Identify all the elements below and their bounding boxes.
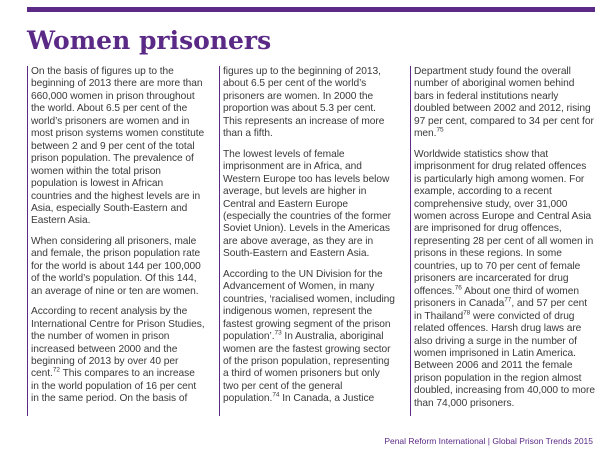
footnote-ref[interactable]: 73 — [274, 329, 282, 337]
header-rule — [27, 7, 595, 12]
footnote-ref[interactable]: 76 — [454, 284, 462, 292]
text-column-1 — [27, 66, 205, 416]
text-column-2 — [219, 66, 397, 416]
paragraph: The lowest levels of female imprisonment are in Africa, and Western Europe too has levels below average, but levels are higher in Central and Eastern Europe (especially the countries of the former Soviet Union). Levels in the Americas are above average, as they are in South-Eastern and Eastern Asia. — [223, 148, 391, 260]
paragraph: figures up to the beginning of 2013, about 6.5 per cent of the world’s prisoners are women. In 2000 the proportion was about 5.3 per cent. This represents an increase of more than a fifth. — [223, 66, 385, 140]
footnote-ref[interactable]: 78 — [463, 309, 471, 317]
paragraph: Department study found the overall number of aboriginal women behind bars in federal institutions nearly doubled between 2002 and 2012, rising 97 per cent, compared to 34 per cent for men.$^{75}$ — [414, 66, 594, 140]
footnote-ref[interactable]: 74 — [272, 391, 280, 399]
text-column-3 — [410, 66, 595, 416]
footnote-ref[interactable]: 75 — [436, 126, 444, 134]
article-body — [27, 66, 595, 416]
paragraph: According to the UN Division for the Advancement of Women, in many countries, ‘racialised women, including indigenous women, represent the fastest growing segment of the prison population’.$^{73}$ In Australia, aboriginal women are the fastest growing sector of the prison population, representing a third of women prisoners but only two per cent of the general population.$^{74}$ In Canada, a Justice — [223, 268, 395, 405]
paragraph: According to recent analysis by the International Centre for Prison Studies, the number of women in prison increased between 2000 and the beginning of 2013 by over 40 per cent.$^{72}$ This compares to an increase in the world population of 16 per cent in the same period. On the basis of — [31, 306, 205, 405]
page-footer: Penal Reform International | Global Prison Trends 2015 — [384, 436, 593, 446]
paragraph: On the basis of figures up to the beginning of 2013 there are more than 660,000 women in prison throughout the world. About 6.5 per cent of the world’s prisoners are women and in most prison systems women constitute between 2 and 9 per cent of the total prison population. The prevalence of women within the total prison population is lowest in African countries and the highest levels are in Asia, especially South-Eastern and Eastern Asia. — [31, 66, 205, 227]
paragraph: When considering all prisoners, male and female, the prison population rate for the world is about 144 per 100,000 of the world’s population. Of this 144, an average of nine or ten are women. — [31, 235, 201, 297]
page-title: Women prisoners — [27, 26, 272, 55]
paragraph: Worldwide statistics show that imprisonment for drug related offences is particularly high among women. For example, according to a recent comprehensive study, over 31,000 women across Europe and Central Asia are imprisoned for drug offences, representing 28 per cent of all women in prisons in these regions. In some countries, up to 70 per cent of female prisoners are incarcerated for drug offences.$^{76}$ About one third of women prisoners in Canada$^{77}$, and 57 per cent in Thailand$^{78}$ were convicted of drug related offences. Harsh drug laws are also driving a surge in the number of women imprisoned in Latin America. Between 2006 and 2011 the female prison population in the region almost doubled, increasing from 40,000 to more than 74,000 prisoners. — [414, 148, 595, 409]
footnote-ref[interactable]: 72 — [52, 367, 60, 375]
footnote-ref[interactable]: 77 — [504, 296, 512, 304]
